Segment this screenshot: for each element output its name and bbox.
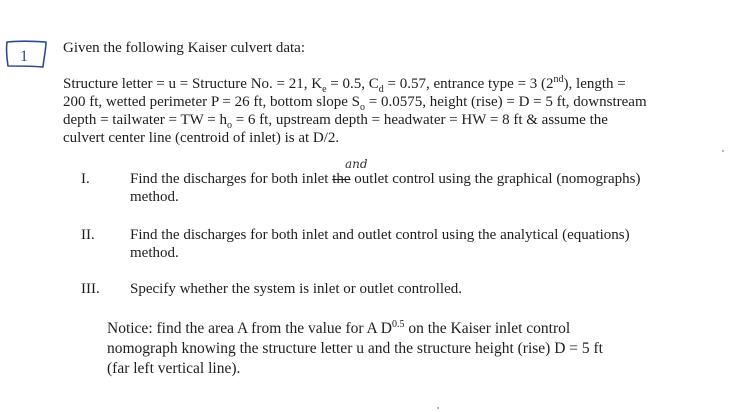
intro-text: Given the following Kaiser culvert data: — [63, 40, 306, 56]
data-line-3 — [63, 111, 647, 129]
data-text: 200 ft, wetted perimeter P = 26 ft, bottom slope S — [63, 94, 361, 110]
scan-speck — [722, 150, 724, 152]
item-3-line-1: Specify whether the system is inlet or outlet controlled. — [130, 281, 463, 297]
item-2-line-1: Find the discharges for both inlet and outlet control using the analytical (equations) — [130, 227, 630, 243]
notice-line-1 — [107, 319, 603, 339]
notice-paragraph — [107, 319, 603, 379]
notice-line-3: (far left vertical line). — [107, 360, 241, 377]
item-2-line-2: method. — [130, 245, 179, 261]
item-numeral: I. — [81, 171, 90, 187]
data-text: Structure letter = u = Structure No. = 21, K — [63, 76, 323, 92]
ordinal-superscript: nd — [553, 74, 564, 85]
notice-text: Notice: find the area A from the value for A D — [107, 320, 392, 337]
cd-subscript: d — [378, 84, 384, 95]
notice-line-2: nomograph knowing the structure letter u and the structure height (rise) D = 5 ft — [107, 340, 603, 357]
data-line-4: culvert center line (centroid of inlet) is at D/2. — [63, 130, 340, 146]
item-1 — [130, 170, 640, 206]
scan-speck — [437, 407, 439, 409]
ho-subscript: o — [226, 120, 232, 131]
so-subscript: o — [360, 102, 366, 113]
notice-exponent: 0.5 — [391, 318, 405, 330]
item-text: Find the discharges for both inlet — [130, 171, 333, 187]
data-text: = 0.57, entrance type = 3 (2 — [383, 76, 554, 92]
ke-subscript: e — [322, 84, 327, 95]
item-numeral: II. — [81, 227, 95, 243]
culvert-data-paragraph — [63, 75, 647, 147]
data-text: = 0.5, C — [326, 76, 379, 92]
data-line-1 — [63, 75, 647, 93]
item-3 — [130, 280, 462, 298]
item-1-line-1 — [130, 170, 640, 188]
handwritten-question-marker — [4, 39, 48, 69]
data-text: = 6 ft, upstream depth = headwater = HW = 8 ft & assume the — [231, 112, 608, 128]
data-text: depth = tailwater = TW = h — [63, 112, 227, 128]
struck-word: the — [332, 171, 351, 187]
data-text: = 0.0575, height (rise) = D = 5 ft, downstream — [365, 94, 647, 110]
item-2 — [130, 226, 630, 262]
handwritten-insertion: and — [345, 157, 368, 171]
data-line-2 — [63, 93, 647, 111]
data-text: ), length = — [563, 76, 626, 92]
item-text: outlet control using the graphical (nomographs) — [350, 171, 641, 187]
item-numeral: III. — [81, 281, 100, 297]
item-1-line-2: method. — [130, 189, 179, 205]
question-number: 1 — [20, 48, 28, 65]
notice-text: on the Kaiser inlet control — [404, 320, 571, 337]
